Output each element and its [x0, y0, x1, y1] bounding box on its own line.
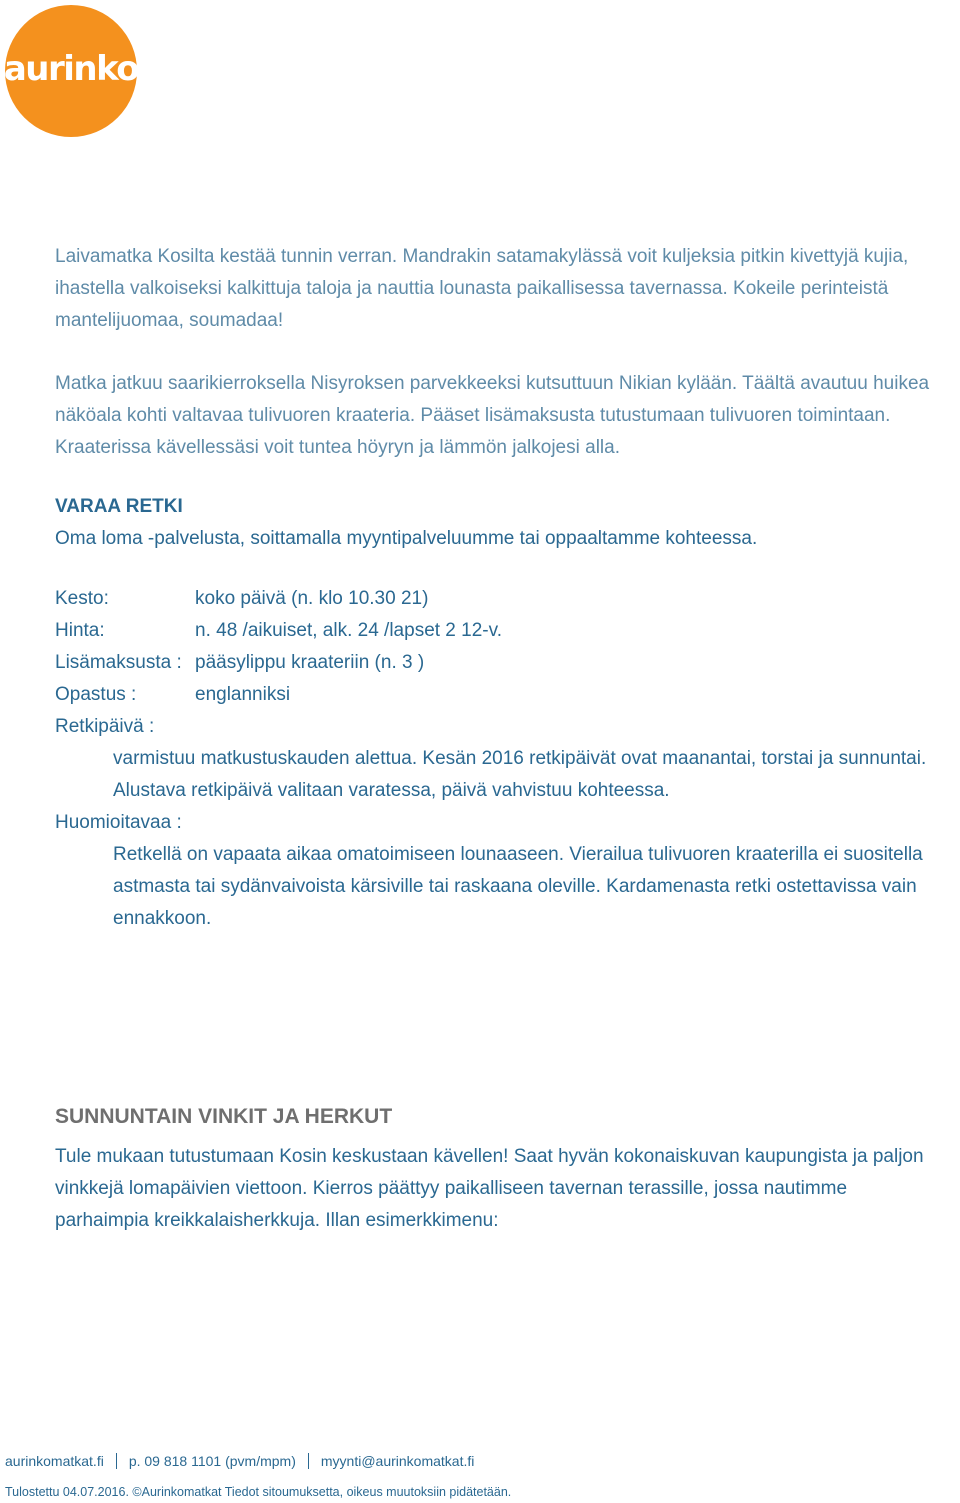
booking-text: Oma loma -palvelusta, soittamalla myyntipalveluumme tai oppaaltamme kohteessa.: [55, 528, 758, 549]
detail-row-retkipaiva-label: [55, 711, 945, 743]
kesto-value: koko päivä (n. klo 10.30 21): [195, 588, 429, 609]
trip-details: [55, 583, 945, 935]
kesto-label: Kesto:: [55, 588, 109, 609]
footer-phone: p. 09 818 1101 (pvm/mpm): [128, 1453, 296, 1469]
sunday-text: Tule mukaan tutustumaan Kosin keskustaan kävellen! Saat hyvän kokonaiskuvan kaupungista ja paljon vinkkejä lomapäivien viettoon. Kierros päättyy paikalliseen tavernan terassille, jossa nautimme parhaimpia kreikkalaisherkkuja. Illan esimerkkimenu:: [55, 1146, 924, 1231]
footer-separator: [308, 1453, 309, 1469]
detail-row-huomioitavaa-label: [55, 807, 945, 839]
hinta-label: Hinta:: [55, 620, 105, 641]
detail-row-huomioitavaa-value: [55, 839, 945, 935]
hinta-value: n. 48 /aikuiset, alk. 24 /lapset 2 12-v.: [195, 620, 502, 641]
detail-row-hinta: [55, 615, 945, 647]
detail-row-retkipaiva-value: [55, 743, 945, 807]
intro-paragraph: Laivamatka Kosilta kestää tunnin verran. Mandrakin satamakylässä voit kuljeksia pitkin kivettyjä kujia, ihastella valkoiseksi kalkittuja taloja ja nauttia lounasta paikallisessa tavernassa. Kokeile perinteistä mantelijuomaa, soumadaa!: [55, 246, 909, 331]
sunday-heading: SUNNUNTAIN VINKIT JA HERKUT: [55, 1105, 393, 1128]
detail-row-opastus: [55, 679, 945, 711]
footer-separator: [116, 1453, 117, 1469]
footer-print-note: Tulostettu 04.07.2016. ©Aurinkomatkat Tiedot sitoumuksetta, oikeus muutoksiin pidätetään.: [5, 1485, 512, 1499]
huomioitavaa-label: Huomioitavaa :: [55, 812, 182, 833]
description-paragraph: Matka jatkuu saarikierroksella Nisyroksen parvekkeeksi kutsuttuun Nikian kylään. Täältä avautuu huikea näköala kohti valtavaa tulivuoren kraateria. Pääset lisämaksusta tutustumaan tulivuoren toimintaan. Kraaterissa kävellessäsi voit tuntea höyryn ja lämmön jalkojesi alla.: [55, 373, 930, 458]
footer-website-link[interactable]: aurinkomatkat.fi: [5, 1453, 104, 1469]
aurinko-logo: [5, 5, 137, 137]
opastus-label: Opastus :: [55, 684, 137, 705]
lisamaksu-label: Lisämaksusta :: [55, 652, 182, 673]
huomioitavaa-value: Retkellä on vapaata aikaa omatoimiseen lounaaseen. Vierailua tulivuoren kraaterilla ei suositella astmasta tai sydänvaivoista kärsiville tai raskaana oleville. Kardamenasta retki ostettavissa vain ennakkoon.: [113, 844, 923, 929]
retkipaiva-label: Retkipäivä :: [55, 716, 155, 737]
detail-row-lisamaksu: [55, 647, 945, 679]
booking-heading: VARAA RETKI: [55, 496, 183, 517]
opastus-value: englanniksi: [195, 684, 291, 705]
retkipaiva-value: varmistuu matkustuskauden alettua. Kesän 2016 retkipäivät ovat maanantai, torstai ja sunnuntai. Alustava retkipäivä valitaan varatessa, päivä vahvistuu kohteessa.: [113, 748, 927, 801]
detail-row-kesto: [55, 583, 945, 615]
footer-contacts: [5, 1453, 474, 1469]
logo-text: aurinko: [3, 49, 139, 89]
lisamaksu-value: pääsylippu kraateriin (n. 3 ): [195, 652, 425, 673]
footer-email-link[interactable]: myynti@aurinkomatkat.fi: [320, 1453, 475, 1469]
